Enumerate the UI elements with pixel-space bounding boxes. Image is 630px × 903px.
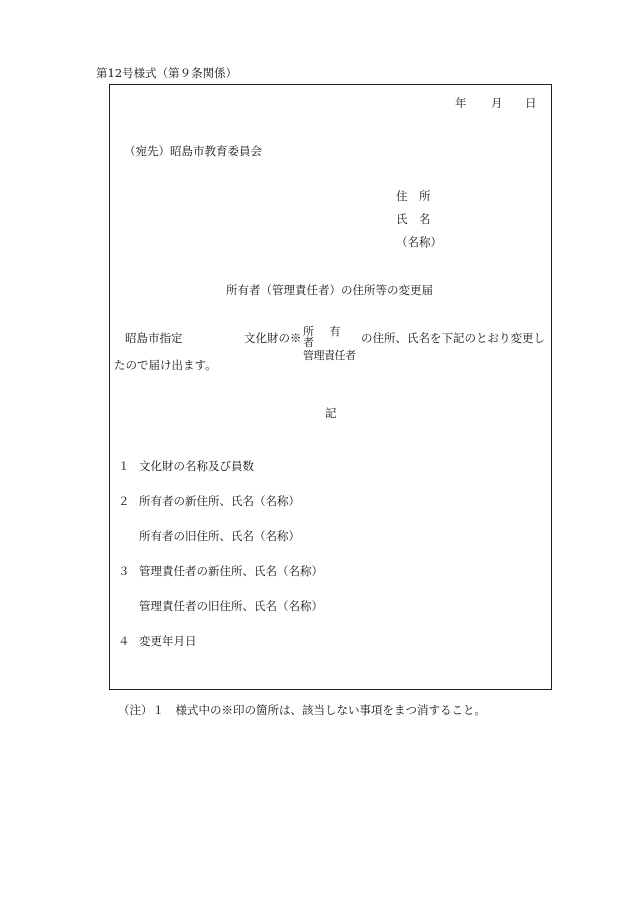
ki-heading: 記: [325, 406, 337, 420]
item1-label: 文化財の名称及び員数: [139, 459, 254, 473]
item2-label: 所有者の新住所、氏名（名称）: [139, 494, 300, 508]
item3-label: 管理責任者の新住所、氏名（名称）: [139, 564, 323, 578]
document-title: 所有者（管理責任者）の住所等の変更届: [226, 283, 433, 297]
item2b-label: 所有者の旧住所、氏名（名称）: [139, 529, 300, 543]
applicant-corp-name-label: （名称）: [396, 235, 442, 249]
body-stack-owner: 所 有 者: [303, 325, 347, 349]
body-stacked-options: [303, 326, 361, 361]
footnote: （注）１ 様式中の※印の箇所は、該当しない事項をまつ消すること。: [118, 703, 486, 717]
item2-number: ２: [118, 494, 130, 508]
body-line2: たので届け出ます。: [114, 358, 217, 372]
body-prefix: 昭島市指定: [125, 331, 183, 345]
applicant-name-label: 氏 名: [396, 212, 431, 226]
date-month: 月: [491, 96, 503, 110]
item4-label: 変更年月日: [139, 634, 197, 648]
body-stack-manager: 管理責任者: [303, 349, 356, 362]
item1-number: １: [118, 459, 130, 473]
item3b-label: 管理責任者の旧住所、氏名（名称）: [139, 599, 323, 613]
item4-number: ４: [118, 634, 130, 648]
body-suffix: の住所、氏名を下記のとおり変更し: [361, 331, 545, 345]
recipient: （宛先）昭島市教育委員会: [124, 144, 262, 158]
date-year: 年: [455, 96, 467, 110]
date-day: 日: [525, 96, 537, 110]
item3-number: ３: [118, 564, 130, 578]
form-number: 第12号様式（第９条関係）: [96, 66, 238, 80]
applicant-address-label: 住 所: [396, 189, 431, 203]
body-mid: 文化財の※: [244, 331, 302, 345]
